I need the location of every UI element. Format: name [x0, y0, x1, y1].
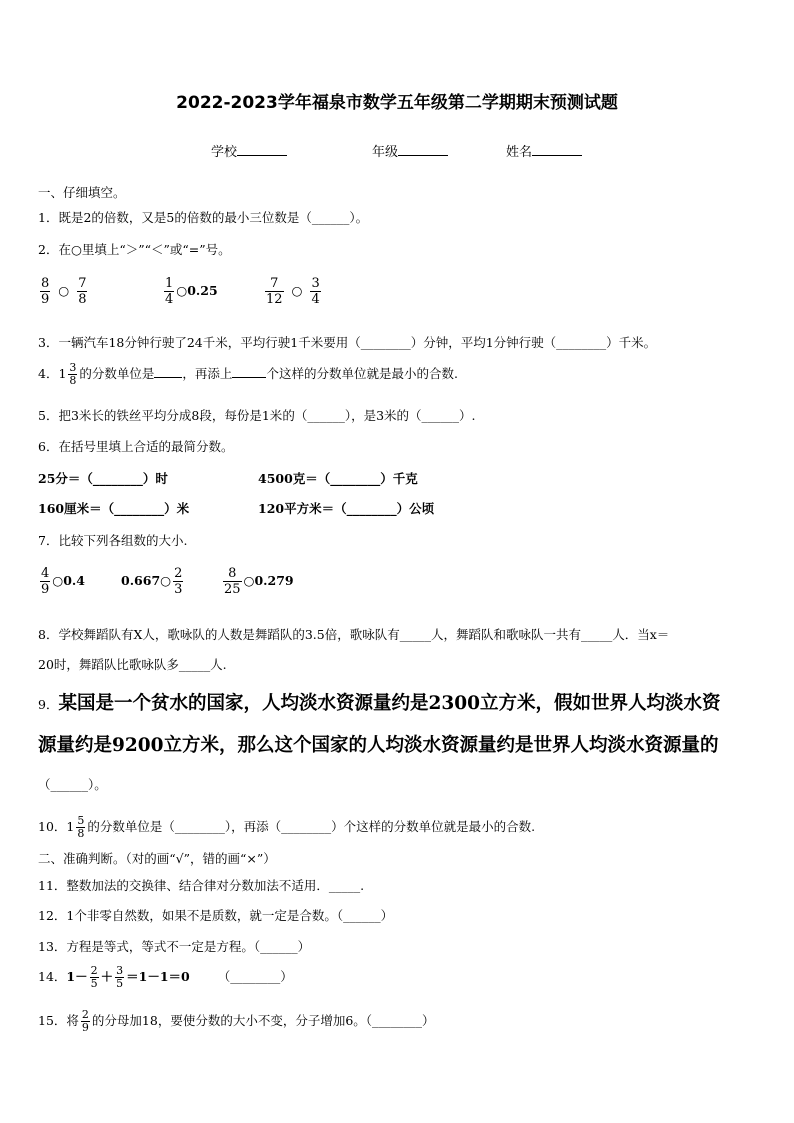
question-3 [38, 333, 656, 351]
q-text: 一辆汽车18分钟行驶了24千米，平均行驶1千米要用（________）分钟，平均1分钟行驶（________）千米。 [58, 335, 657, 350]
compare-value[interactable]: 0.667○ [121, 573, 172, 588]
question-11 [38, 876, 364, 894]
question-13 [38, 937, 310, 955]
fraction: $\frac{4}{9}$ [41, 566, 50, 597]
q-text: ，再添上 [182, 366, 233, 381]
q-text: 在括号里填上合适的最简分数。 [58, 439, 234, 454]
q7-item-2 [121, 566, 185, 597]
q-num: 7． [38, 533, 59, 548]
school-label: 学校 [211, 145, 238, 160]
grade-blank[interactable] [398, 143, 448, 156]
fraction: $\frac{5}{8}$ [77, 814, 85, 840]
question-9-line-2: 源量约是9200立方米，那么这个国家的人均淡水资源量约是世界人均淡水资源量的 [38, 735, 719, 756]
answer-blank[interactable] [154, 365, 182, 378]
whole-part: 1 [58, 366, 67, 381]
q-text: 的分母加18，要使分数的大小不变，分子增加6。（________） [91, 1013, 435, 1028]
q6-row-2-right: 120平方米＝（________）公顷 [258, 501, 435, 516]
q-num: 15． [38, 1013, 67, 1028]
q-text: 的分数单位是 [79, 366, 155, 381]
q-text: 某国是一个贫水的国家，人均淡水资源量约是2300立方米，假如世界人均淡水资 [58, 693, 721, 714]
compare-circle[interactable]: ○ [291, 283, 303, 298]
compare-value[interactable]: ○0.279 [243, 573, 294, 588]
grade-field [372, 141, 448, 160]
value: 0.25 [187, 283, 218, 298]
q-num: 1． [38, 210, 59, 225]
fraction: $\frac{3}{5}$ [116, 964, 124, 990]
fraction: $\frac{3}{8}$ [69, 361, 77, 387]
compare-circle[interactable]: ○ [58, 283, 70, 298]
q7-item-3 [221, 566, 294, 597]
question-2 [38, 240, 231, 258]
question-8-line-1 [38, 625, 669, 643]
q-text: 整数加法的交换律、结合律对分数加法不适用．_____. [66, 878, 365, 893]
fraction: $\frac{8}{9}$ [41, 276, 50, 307]
school-field [211, 141, 287, 160]
compare-value[interactable]: ○0.4 [52, 573, 85, 588]
q-num: 13． [38, 939, 67, 954]
q6-row-1-right: 4500克＝（________）千克 [258, 471, 418, 486]
q6-row-1-left: 25分＝（________）时 [38, 471, 168, 486]
q-num: 8． [38, 627, 59, 642]
q-text: 比较下列各组数的大小. [58, 533, 188, 548]
fraction: $\frac{7}{12}$ [266, 276, 283, 307]
fraction: $\frac{2}{9}$ [81, 1008, 89, 1034]
question-10 [38, 815, 535, 840]
name-field [506, 141, 582, 160]
question-4 [38, 362, 458, 387]
q2-item-3 [263, 276, 323, 307]
q-text: 学校舞蹈队有X人，歌咏队的人数是舞蹈队的3.5倍，歌咏队有_____人，舞蹈队和歌咏队一共有_____人．当x＝ [58, 627, 670, 642]
section-1-heading: 一、仔细填空。 [38, 185, 126, 200]
q-text: 把3米长的铁丝平均分成8段，每份是1米的（______），是3米的（______）. [58, 408, 476, 423]
page-title: 2022-2023学年福泉市数学五年级第二学期期末预测试题 [176, 93, 618, 113]
question-15 [38, 1009, 435, 1034]
q2-item-1 [38, 276, 89, 307]
q-num: 12． [38, 908, 67, 923]
fraction: $\frac{2}{3}$ [174, 566, 183, 597]
question-5 [38, 406, 476, 424]
answer-blank[interactable]: （________） [217, 969, 293, 984]
question-8-line-2: 20时，舞蹈队比歌咏队多_____人. [38, 657, 227, 672]
section-2-heading: 二、准确判断。（对的画“√”，错的画“×”） [38, 851, 276, 866]
grade-label: 年级 [372, 145, 399, 160]
q-text: 个这样的分数单位就是最小的合数. [266, 366, 458, 381]
q-num: 11． [38, 878, 67, 893]
q-text: 的分数单位是（________），再添（________）个这样的分数单位就是最小的合数. [87, 819, 536, 834]
question-7 [38, 531, 187, 549]
q7-item-1 [38, 566, 85, 597]
fraction: $\frac{7}{8}$ [78, 276, 87, 307]
question-9-line-1 [38, 689, 720, 715]
fraction: $\frac{8}{25}$ [224, 566, 241, 597]
question-9-line-3: （______）。 [38, 777, 107, 792]
fraction: $\frac{2}{5}$ [90, 964, 98, 990]
q-num: 3． [38, 335, 59, 350]
school-blank[interactable] [237, 143, 287, 156]
name-blank[interactable] [532, 143, 582, 156]
q-num: 4． [38, 366, 59, 381]
q-text: 既是2的倍数，又是5的倍数的最小三位数是（______）。 [58, 210, 369, 225]
whole-part: 1 [66, 819, 75, 834]
q-num: 14． [38, 969, 67, 984]
fraction: $\frac{3}{4}$ [311, 276, 320, 307]
question-12 [38, 906, 393, 924]
q-text: 1个非零自然数，如果不是质数，就一定是合数。（______） [66, 908, 394, 923]
q-text: 将 [66, 1013, 79, 1028]
q-num: 10． [38, 819, 67, 834]
question-1 [38, 208, 368, 226]
answer-blank[interactable] [232, 365, 266, 378]
q-num: 5． [38, 408, 59, 423]
question-14: 14．1－ $\frac{2}{5}$ ＋ $\frac{3}{5}$ ＝1－1＝0 （________） [38, 964, 293, 990]
name-label: 姓名 [506, 145, 533, 160]
q-num: 9． [38, 697, 59, 712]
q-text: 在○里填上“＞”“＜”或“=”号。 [58, 242, 231, 257]
q6-row-2-left: 160厘米＝（________）米 [38, 501, 190, 516]
question-6 [38, 437, 233, 455]
q-num: 2． [38, 242, 59, 257]
q-text: 方程是等式，等式不一定是方程。（______） [66, 939, 311, 954]
q-num: 6． [38, 439, 59, 454]
fraction: $\frac{1}{4}$ [165, 276, 174, 307]
q2-item-2 [162, 276, 218, 307]
compare-circle[interactable]: ○ [176, 283, 188, 298]
